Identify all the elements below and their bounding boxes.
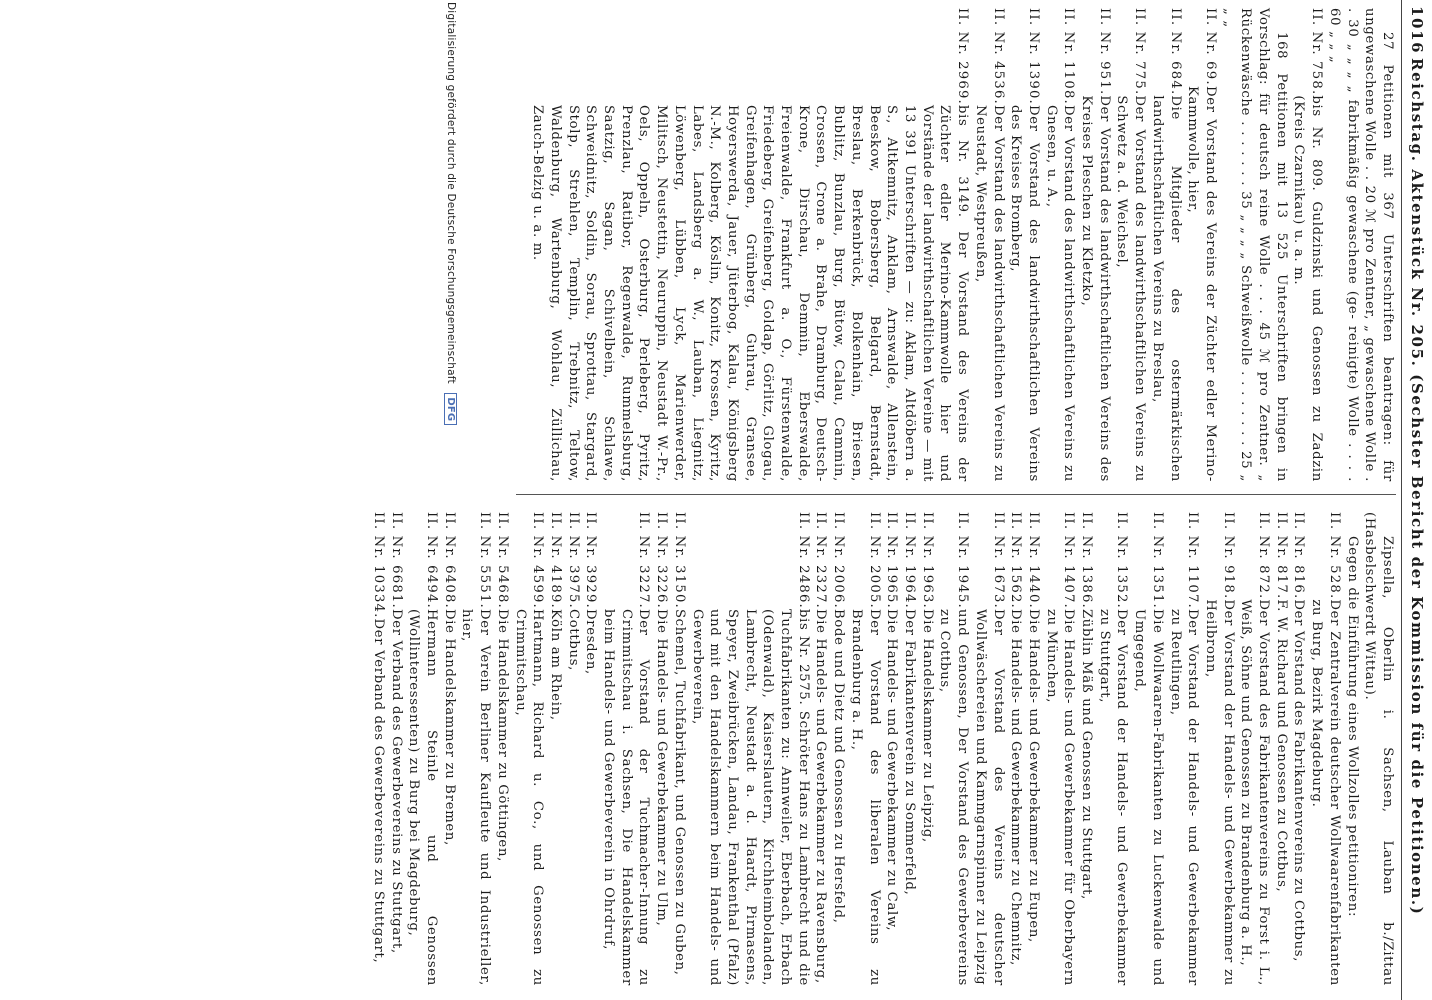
petition-text: Bode und Dietz und Genossen zu Hersfeld,: [831, 608, 847, 924]
petition-number: II. Nr. 951.: [1096, 8, 1112, 96]
petition-entry: [830, 512, 848, 986]
petition-entry: [1113, 8, 1148, 482]
petition-number: II. Nr. 872.: [1256, 512, 1272, 600]
petition-number: II. Nr. 1963.: [919, 512, 935, 609]
petition-entry: [1166, 512, 1201, 986]
petition-text: Der Vorstand des Vereins der Züchter edler Merino-Kammwolle, hier,: [1185, 86, 1218, 482]
petition-entry: [1272, 512, 1290, 986]
petition-text: Der Fabrikantenverein zu Sommerfeld,: [902, 608, 918, 896]
petition-text: Die Handelskammer zu Göttingen,: [494, 608, 510, 863]
petition-entry: [1042, 512, 1077, 986]
petition-entry: [1290, 512, 1308, 986]
petition-entry: [1130, 512, 1165, 986]
petition-number: II. Nr. 2969.: [955, 8, 971, 105]
petition-text: bis Nr. 2575. Schröter Hans zu Lambrecht und die Tuchfabrikanten zu: Annweiler, Eberbach, Erbach (Odenwald), Kaiserslautern, Kirchheimbolanden, Lambrecht, Neustadt a. d. Haardt, Pirmasens, Speyer, Zweibrücken, Landau, Frankenthal (Pfalz) und mit den Handelskammern beim Handels- und Gewerbeverein,: [689, 608, 811, 986]
petition-text: bis Nr. 809. Guldzinski und Genossen zu Zadzin (Kreis Czarnikau) u. a. m.: [1291, 95, 1325, 482]
petition-number: II. Nr. 1440.: [1025, 512, 1041, 609]
petition-entry: [971, 512, 1006, 986]
petition-text: Der Vorstand der Tuchmacher-Innung zu Crimmitschau i. Sachsen, Die Handelskammer beim Handels- und Gewerbeverein in Ohrdruf,: [601, 608, 652, 986]
petition-number: II. Nr. 775.: [1132, 8, 1148, 96]
petition-entry: [847, 512, 882, 986]
petition-number: II. Nr. 758.: [1309, 8, 1325, 96]
petition-text: Der Vorstand des landwirthschaftlichen Vereins des Kreises Bromberg,: [1008, 104, 1041, 482]
petition-text: Der Vorstand des Fabrikantenvereins zu Cottbus,: [1291, 599, 1307, 963]
petition-entry: [918, 512, 936, 986]
petition-number: II. Nr. 5551.: [477, 512, 493, 609]
petition-text: Cottbus,: [565, 608, 581, 672]
petition-number: II. Nr. 817.: [1273, 512, 1289, 600]
right-column: [370, 512, 1396, 986]
text-paragraph: 168 Petitionen mit 13 525 Unterschriften bringen in Vorschlag: für deutsch reine Wolle . . . 45 ℳ pro Zentner. „ Rückenwäsche . . . . . . . 35 „ „ „ „ Schweißwolle . . . . . . . . 25 „ „ „: [1220, 8, 1289, 482]
petition-text: Der Vorstand der Handels- und Gewerbekammer zu Stuttgart,: [1096, 608, 1130, 986]
petition-text: Der Vorstand des landwirthschaftlichen Vereins zu Gnesen, u. A.,: [1043, 104, 1077, 482]
petition-text: Die Handelskammer zu Leipzig,: [919, 608, 935, 843]
petition-number: II. Nr. 918.: [1220, 512, 1236, 600]
petition-number: II. Nr. 1108.: [1061, 8, 1077, 105]
petition-number: II. Nr. 1673.: [990, 512, 1006, 609]
petition-text: Die Handels- und Gewerbekammer zu Ulm,: [654, 608, 670, 927]
petition-text: Die Handels- und Gewerbekammer zu Eupen,: [1025, 608, 1041, 943]
petition-entry: [1077, 512, 1095, 986]
petition-number: II. Nr. 3150.: [671, 512, 687, 609]
petition-entry: [1290, 8, 1325, 482]
petition-text: Dresden,: [583, 608, 599, 675]
petition-text: Der Verband des Gewerbevereins zu Stuttgart,: [370, 618, 386, 964]
petition-number: II. Nr. 4536.: [990, 8, 1006, 105]
petition-text: Der Vorstand der Handels- und Gewerbekammer zu Reutlingen,: [1167, 608, 1201, 986]
petition-entry: [1042, 8, 1077, 482]
petition-text: Der Vorstand des landwirthschaftlichen Vereins zu Neustadt, Westpreußen,: [972, 104, 1006, 482]
petition-text: Die Wollwaaren-Fabrikanten zu Luckenwalde und Umgegend,: [1132, 608, 1165, 986]
petition-text: Hartmann, Richard u. Co., und Genossen zu Crimmitschau,: [512, 608, 546, 986]
petition-text: Der Vorstand der Handels- und Gewerbekammer zu Heilbronn,: [1202, 599, 1236, 986]
petition-entry: [1095, 512, 1130, 986]
petition-entry: [599, 512, 652, 986]
petition-number: II. Nr. 1407.: [1061, 512, 1077, 609]
footer-text: Digitalisierung gefördert durch die Deutsche Forschungsgemeinschaft: [445, 2, 457, 384]
petition-number: II. Nr. 4189.: [547, 512, 563, 609]
petition-number: II. Nr. 1107.: [1185, 512, 1201, 609]
petition-number: II. Nr. 2005.: [866, 512, 882, 609]
petition-number: II. Nr. 528.: [1326, 512, 1342, 600]
petition-number: II. Nr. 69.: [1202, 8, 1218, 86]
petition-text: Die Handels- und Gewerbekammer zu Chemnitz,: [1008, 608, 1024, 967]
petition-entry: [529, 8, 972, 482]
petition-text: Züblin Mäß und Genossen zu Stuttgart,: [1079, 608, 1095, 900]
petition-number: II. Nr. 3226.: [654, 512, 670, 609]
petition-number: II. Nr. 3975.: [565, 512, 581, 609]
petition-number: II. Nr. 10334.: [370, 512, 386, 619]
petition-text: Der Vorstand des landwirthschaftlichen Vereins zu Schwetz a. d. Weichsel,: [1114, 95, 1148, 482]
column-divider: [516, 494, 1396, 495]
running-title: Reichstag. Aktenstück Nr. 205. (Sechster Bericht der Kommission für die Petitionen.): [1408, 58, 1426, 916]
petition-text: Der Vorstand des Fabrikantenvereins zu Forst i. L., Weiß, Söhne und Genossen zu Brandenburg a. H.,: [1238, 599, 1272, 986]
petition-text: Köln am Rhein,: [547, 608, 563, 721]
petition-text: Die Mitglieder des ostermärkischen landwirthschaftlichen Vereins zu Breslau,: [1149, 95, 1183, 482]
petition-entry: [1024, 512, 1042, 986]
text-paragraph: Zipsella, Oberlin i. Sachsen, Lauban b./Zittau (Hasbelschwerdt Wittau).: [1362, 512, 1395, 986]
petition-number: II. Nr. 1351.: [1149, 512, 1165, 609]
left-column: [476, 8, 1396, 482]
petition-text: Die Handels- und Gewerbekammer zu Ravensburg,: [813, 608, 829, 984]
running-header: [1404, 0, 1426, 1000]
petition-text: Hermann Steinle und Genossen (Wollinteressenten) zu Burg bei Magdeburg,: [406, 608, 440, 986]
petition-text: Die Handelskammer zu Bremen,: [441, 608, 457, 847]
petition-entry: [670, 512, 688, 986]
petition-entry: [936, 512, 971, 986]
petition-entry: [1237, 512, 1272, 986]
text-paragraph: Gegen die Einführung eines Wollzolles petitioniren:: [1344, 536, 1360, 918]
petition-text: Schemel, Tuchfabrikant, und Genossen zu Guben,: [671, 608, 687, 976]
petition-text: Der Verein Berliner Kaufleute und Industrieller, hier,: [459, 608, 493, 986]
petition-entry: [458, 512, 493, 986]
petition-number: II. Nr. 816.: [1291, 512, 1307, 600]
petition-number: II. Nr. 1352.: [1114, 512, 1130, 609]
petition-text: Der Vorstand des Vereins deutscher Wollwäschereien und Kammgarnspinner zu Leipzig: [972, 608, 1006, 986]
petition-entry: [1077, 8, 1112, 482]
petition-number: II. Nr. 4599.: [530, 512, 546, 609]
petition-text: Die Handels- und Gewerbekammer zu Calw,: [884, 608, 900, 932]
page-number: 1016: [1408, 6, 1426, 55]
petition-number: II. Nr. 3227.: [636, 512, 652, 609]
petition-text: Der Vorstand des liberalen Vereins zu Brandenburg a. H.,: [848, 608, 882, 986]
petition-entry: [971, 8, 1006, 482]
petition-entry: [511, 512, 546, 986]
petition-number: II. Nr. 1964.: [902, 512, 918, 609]
petition-text: Der Vorstand des landwirthschaftlichen Vereins des Kreises Pleschen zu Kletzko,: [1079, 95, 1112, 482]
petition-entry: [493, 512, 511, 986]
petition-entry: [812, 512, 830, 986]
petition-number: II. Nr. 6494.: [424, 512, 440, 609]
petition-entry: [1007, 8, 1042, 482]
petition-number: II. Nr. 684.: [1167, 8, 1183, 96]
petition-number: II. Nr. 6408.: [441, 512, 457, 609]
petition-entry: [1307, 512, 1342, 986]
petition-number: II. Nr. 5468.: [494, 512, 510, 609]
petition-number: II. Nr. 1386.: [1079, 512, 1095, 609]
petition-entry: [1007, 512, 1025, 986]
petition-number: II. Nr. 1945.: [955, 512, 971, 609]
petition-number: II. Nr. 2486.: [795, 512, 811, 609]
text-paragraph: 27 Petitionen mit 367 Unterschriften beantragen: für ungewaschene Wolle . . 20 ℳ pro Zentner, „ gewaschene Wolle . . 30 „ „ „ „ fabrikmäßig gewaschene (ge- reinigte) Wolle . . . . 60 „ „ „: [1326, 8, 1395, 482]
petition-entry: [582, 512, 600, 986]
header-rule: [1401, 0, 1402, 1000]
petition-entry: [387, 512, 405, 986]
petition-entry: [652, 512, 670, 986]
petition-number: II. Nr. 1562.: [1008, 512, 1024, 609]
petition-entry: [564, 512, 582, 986]
petition-number: II. Nr. 6681.: [388, 512, 404, 609]
petition-entry: [369, 512, 387, 986]
petition-entry: [883, 512, 901, 986]
petition-text: Der Verband des Gewerbevereins zu Stuttgart,: [388, 608, 404, 954]
digitization-footer: [435, 2, 457, 998]
petition-text: F. W. Richard und Genossen zu Cottbus,: [1273, 599, 1289, 893]
petition-text: und Genossen, Der Vorstand des Gewerbevereins zu Cottbus,: [937, 608, 971, 986]
petition-entry: [1148, 8, 1183, 482]
petition-text: bis Nr. 3149. Der Vorstand des Vereins der Züchter edler Merino-Kammwolle hier und Vorstände der landwirthschaftlichen Vereine — mit 13 391 Unterschriften — zu: Aklam, Altdöbern a. S., Altkemnitz, Anklam, Arnswalde, Allenstein, Beeskow, Bobersberg, Belgard, Bernstadt, Breslau, Berkenbrück, Bolkenhain, Briesen, Bublitz, Bunzlau, Burg, Bütow, Calau, Cammin, Crossen, Crone a. Brahe, Dramburg, Deutsch-Krone, Dirschau, Demmin, Eberswalde, Freienwalde, Frankfurt a. O., Fürstenwalde, Friedeberg, Greifenberg, Goldap, Görlitz, Glogau, Greifenhagen, Grünberg, Guhrau, Gransee, Hoyerswerda, Jauer, Jüterbog, Kalau, Königsberg N.-M., Kolberg, Köslin, Konitz, Krossen, Kyritz, Labes, Landsberg a. W., Lauban, Liegnitz, Löwenberg, Lübben, Lyck, Marienwerder, Militsch, Neustettin, Neuruppin, Neustadt W.-Pr., Oels, Oppeln, Osterburg, Perleberg, Pyritz, Prenzlau, Ratibor, Regenwalde, Rummelsburg, Saatzig, Sagan, Schivelbein, Schlawe, Schweidnitz, Soldin, Sorau, Sprottau, Stargard, Stolp, Strehlen, Templin, Trebnitz, Teltow, Waldenburg, Wartenburg, Wohlau, Züllichau, Zauch-Belzig u. a. m.: [530, 104, 971, 482]
petition-entry: [1201, 512, 1236, 986]
petition-entry: [900, 512, 918, 986]
petition-text: Der Zentralverein deutscher Wollwaarenfabrikanten zu Burg, Bezirk Magdeburg.: [1309, 599, 1342, 986]
petition-number: II. Nr. 2327.: [813, 512, 829, 609]
petition-number: II. Nr. 2006.: [831, 512, 847, 609]
dfg-logo: DFG: [444, 393, 457, 425]
petition-text: Die Handels- und Gewerbekammer für Oberbayern zu München,: [1043, 608, 1077, 986]
petition-number: II. Nr. 1965.: [884, 512, 900, 609]
petition-number: II. Nr. 1390.: [1025, 8, 1041, 105]
petition-number: II. Nr. 3929.: [583, 512, 599, 609]
petition-entry: [688, 512, 812, 986]
petition-entry: [1184, 8, 1219, 482]
petition-entry: [546, 512, 564, 986]
